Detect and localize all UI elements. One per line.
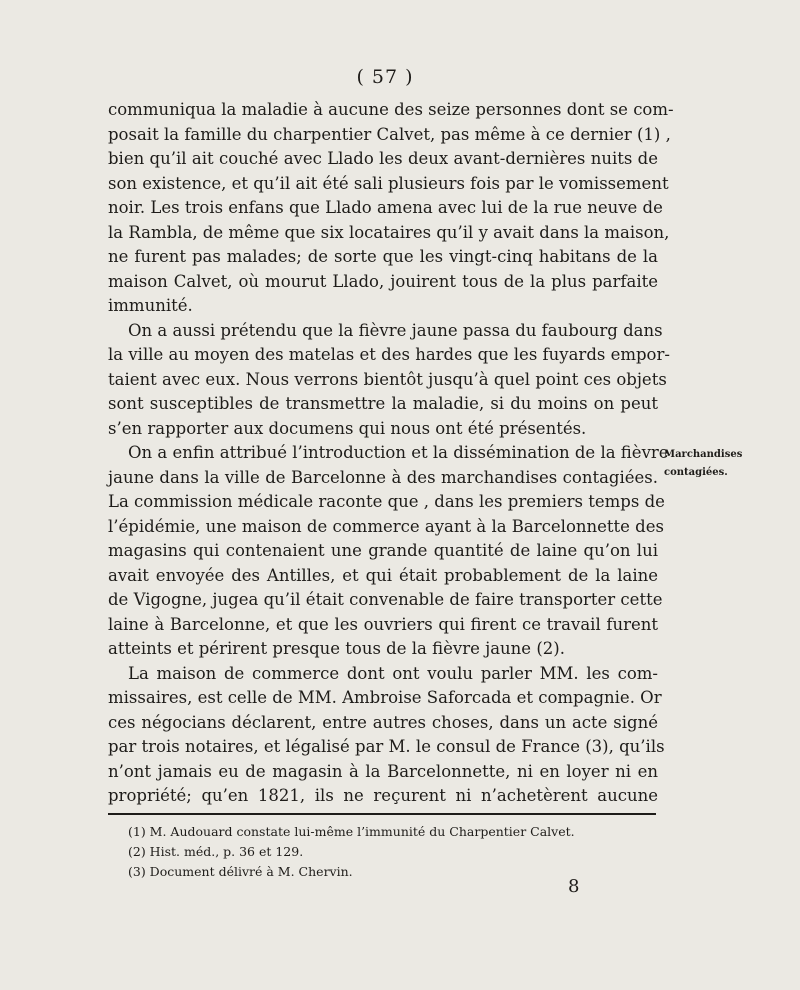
paragraph-start-line: On a aussi prétendu que la fièvre jaune passa du faubourg dans [128,320,663,340]
paragraph-start-line: La maison de commerce dont ont voulu parler MM. les com- [128,663,658,683]
text-line: n’ont jamais eu de magasin à la Barcelonnette, ni en loyer ni en [108,761,658,781]
text-line: La commission médicale raconte que , dans les premiers temps de [108,492,665,511]
text-line: communiqua la maladie à aucune des seize personnes dont se com- [108,100,674,119]
text-line: posait la famille du charpentier Calvet, pas même à ce dernier (1) , [108,124,671,144]
text-line: jaune dans la ville de Barcelonne à des marchandises contagiées. [108,467,658,487]
text-line: de Vigogne, jugea qu’il était convenable de faire transporter cette [108,590,663,609]
margin-note-line: Marchandises [664,449,743,460]
body-text [108,98,674,809]
text-line: bien qu’il ait couché avec Llado les deux avant-dernières nuits de [108,149,658,168]
text-line: immunité. [108,296,193,315]
footnotes [128,822,648,882]
footnote: (1) M. Audouard constate lui-même l’immunité du Charpentier Calvet. [128,824,575,839]
text-line: propriété; qu’en 1821, ils ne reçurent ni n’achetèrent aucune [108,786,658,805]
footnote-divider [108,813,656,815]
text-line: noir. Les trois enfans que Llado amena avec lui de la rue neuve de [108,198,663,217]
text-line: ces négocians déclarent, entre autres choses, dans un acte signé [108,712,658,732]
signature-mark: 8 [568,876,580,897]
text-line: la ville au moyen des matelas et des hardes que les fuyards empor- [108,345,670,364]
text-line: atteints et périrent presque tous de la fièvre jaune (2). [108,639,565,658]
text-line: avait envoyée des Antilles, et qui était probablement de la laine [108,565,658,585]
text-line: magasins qui contenaient une grande quantité de laine qu’on lui [108,541,658,560]
paragraph-start-line: On a enfin attribué l’introduction et la dissémination de la fièvre [128,443,669,462]
footnote: (2) Hist. méd., p. 36 et 129. [128,844,304,859]
text-line: maison Calvet, où mourut Llado, jouirent tous de la plus parfaite [108,271,658,291]
margin-note-line: contagiées. [664,467,728,478]
margin-note [664,446,784,482]
text-line: ne furent pas malades; de sorte que les vingt-cinq habitans de la [108,247,658,266]
text-line: laine à Barcelonne, et que les ouvriers qui firent ce travail furent [108,614,658,634]
text-line: missaires, est celle de MM. Ambroise Saforcada et compagnie. Or [108,688,662,707]
text-line: par trois notaires, et légalisé par M. le consul de France (3), qu’ils [108,737,665,756]
text-line: s’en rapporter aux documens qui nous ont été présentés. [108,418,587,438]
text-line: taient avec eux. Nous verrons bientôt jusqu’à quel point ces objets [108,369,667,389]
footnote: (3) Document délivré à M. Chervin. [128,864,353,879]
text-line: son existence, et qu’il ait été sali plusieurs fois par le vomissement [108,173,669,193]
text-line: l’épidémie, une maison de commerce ayant à la Barcelonnette des [108,516,664,536]
page-number: ( 57 ) [356,66,414,88]
text-line: la Rambla, de même que six locataires qu’il y avait dans la maison, [108,222,670,242]
text-line: sont susceptibles de transmettre la maladie, si du moins on peut [108,394,658,413]
